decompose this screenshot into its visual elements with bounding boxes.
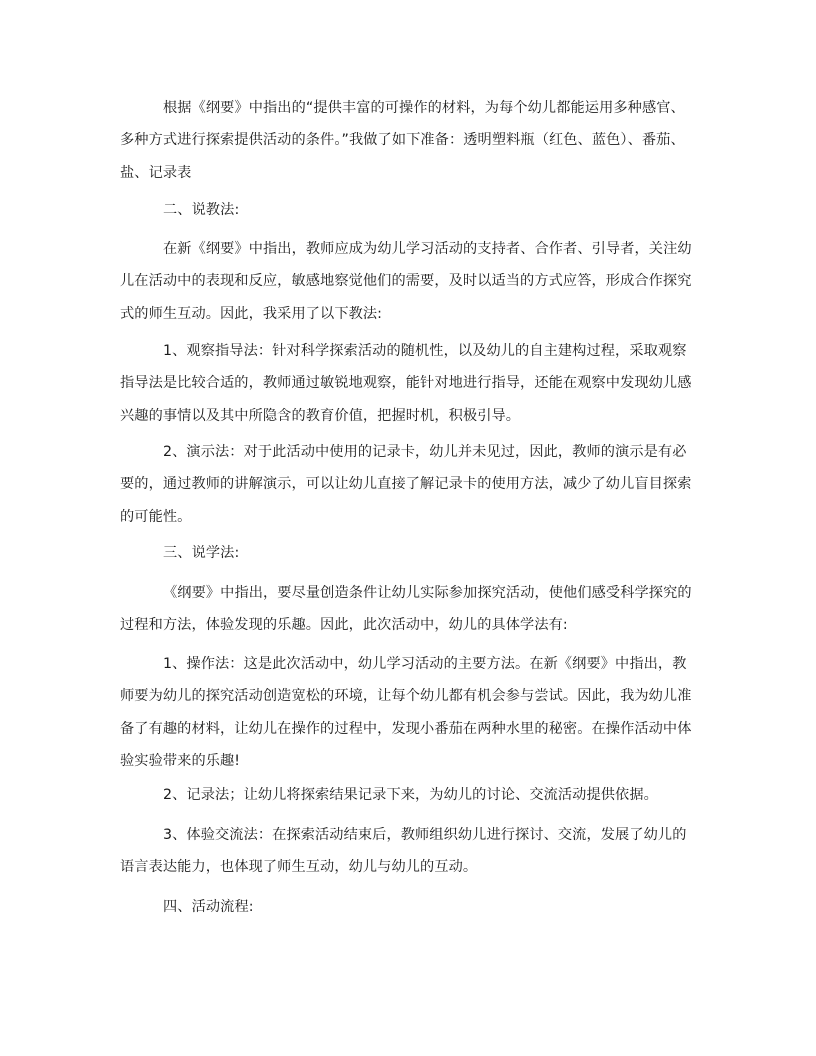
- heading-learning-methods: 三、说学法:: [163, 545, 240, 561]
- paragraph-teaching-intro: 在新《纲要》中指出，教师应成为幼儿学习活动的支持者、合作者、引导者，关注幼儿在活动中的表现和反应，敏感地察觉他们的需要，及时以适当的方式应答，形成合作探究式的师生互动。因此，我采用了以下教法:: [120, 241, 692, 322]
- paragraph-operation-method: 1、操作法：这是此次活动中，幼儿学习活动的主要方法。在新《纲要》中指出，教师要为幼儿的探究活动创造宽松的环境，让每个幼儿都有机会参与尝试。因此，我为幼儿准备了有趣的材料，让幼儿在操作的过程中，发现小番茄在两种水里的秘密。在操作活动中体验实验带来的乐趣!: [120, 656, 692, 770]
- paragraph-recording-method: 2、记录法；让幼儿将探索结果记录下来，为幼儿的讨论、交流活动提供依据。: [163, 787, 658, 803]
- paragraph-demonstration-method: 2、演示法：对于此活动中使用的记录卡，幼儿并未见过，因此，教师的演示是有必要的，通过教师的讲解演示，可以让幼儿直接了解记录卡的使用方法，减少了幼儿盲目探索的可能性。: [120, 444, 692, 525]
- paragraph-exchange-method: 3、体验交流法：在探索活动结束后，教师组织幼儿进行探讨、交流，发展了幼儿的语言表达能力，也体现了师生互动，幼儿与幼儿的互动。: [120, 827, 687, 876]
- paragraph-learning-intro: 《纲要》中指出，要尽量创造条件让幼儿实际参加探究活动，使他们感受科学探究的过程和方法，体验发现的乐趣。因此，此次活动中，幼儿的具体学法有:: [120, 585, 692, 634]
- heading-activity-process: 四、活动流程:: [163, 899, 254, 915]
- paragraph-observation-method: 1、观察指导法：针对科学探索活动的随机性，以及幼儿的自主建构过程，采取观察指导法是比较合适的，教师通过敏锐地观察，能针对地进行指导，还能在观察中发现幼儿感兴趣的事情以及其中所隐含的教育价值，把握时机，积极引导。: [120, 343, 692, 424]
- heading-teaching-methods: 二、说教法:: [163, 202, 240, 218]
- paragraph-materials-preparation: 根据《纲要》中指出的“提供丰富的可操作的材料，为每个幼儿都能运用多种感官、多种方式进行探索提供活动的条件。”我做了如下准备：透明塑料瓶（红色、蓝色）、番茄、盐、记录表: [120, 100, 685, 181]
